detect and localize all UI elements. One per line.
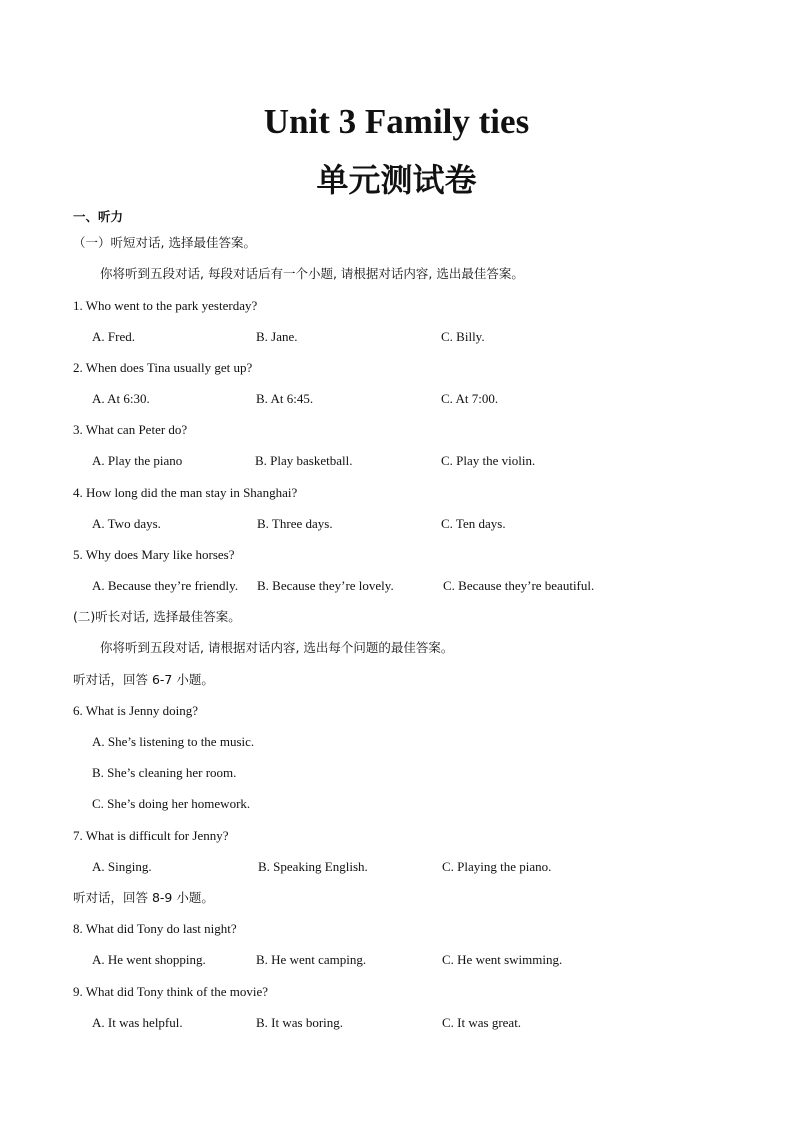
question-1-option-a: A. Fred. [92,329,135,344]
question-5-option-a: A. Because they’re friendly. [92,578,239,593]
question-6-option-c: C. She’s doing her homework. [92,796,251,811]
question-3-option-a: A. Play the piano [92,453,183,468]
question-4-option-a: A. Two days. [92,516,161,531]
question-3: 3. What can Peter do? [73,422,188,437]
document-title: Unit 3 Family ties [263,102,530,141]
part2-title: (二)听长对话, 选择最佳答案。 [73,609,241,624]
group-6-7-instruction: 听对话，回答 6-7 小题。 [73,672,214,687]
question-8-option-c: C. He went swimming. [442,952,563,967]
question-7-option-b: B. Speaking English. [258,859,368,874]
question-9-option-c: C. It was great. [442,1015,522,1030]
question-3-option-b: B. Play basketball. [255,453,353,468]
question-8-option-a: A. He went shopping. [92,952,206,967]
question-1-option-c: C. Billy. [441,329,485,344]
question-2-option-c: C. At 7:00. [441,391,499,406]
question-6: 6. What is Jenny doing? [73,703,199,718]
question-1-option-b: B. Jane. [256,329,298,344]
question-6-option-b: B. She’s cleaning her room. [92,765,237,780]
question-4-option-c: C. Ten days. [441,516,506,531]
question-8-option-b: B. He went camping. [256,952,367,967]
question-7-option-a: A. Singing. [92,859,152,874]
question-4: 4. How long did the man stay in Shanghai? [73,485,298,500]
group-8-9-instruction: 听对话，回答 8-9 小题。 [73,890,214,905]
part2-instruction: 你将听到五段对话, 请根据对话内容, 选出每个问题的最佳答案。 [100,640,454,655]
part1-title: （一）听短对话, 选择最佳答案。 [73,235,256,250]
question-4-option-b: B. Three days. [257,516,333,531]
question-9: 9. What did Tony think of the movie? [73,984,269,999]
question-9-option-b: B. It was boring. [256,1015,344,1030]
document-subtitle: 单元测试卷 [316,161,477,199]
question-5-option-c: C. Because they’re beautiful. [443,578,595,593]
question-8: 8. What did Tony do last night? [73,921,237,936]
question-1: 1. Who went to the park yesterday? [73,298,258,313]
question-7-option-c: C. Playing the piano. [442,859,552,874]
question-6-option-a: A. She’s listening to the music. [92,734,255,749]
question-5: 5. Why does Mary like horses? [73,547,235,562]
question-9-option-a: A. It was helpful. [92,1015,183,1030]
question-2-option-a: A. At 6:30. [92,391,150,406]
question-5-option-b: B. Because they’re lovely. [257,578,394,593]
question-7: 7. What is difficult for Jenny? [73,828,229,843]
question-3-option-c: C. Play the violin. [441,453,536,468]
question-2-option-b: B. At 6:45. [256,391,314,406]
part1-instruction: 你将听到五段对话, 每段对话后有一个小题, 请根据对话内容, 选出最佳答案。 [100,266,524,281]
question-2: 2. When does Tina usually get up? [73,360,253,375]
section-heading-listening: 一、听力 [73,209,124,224]
